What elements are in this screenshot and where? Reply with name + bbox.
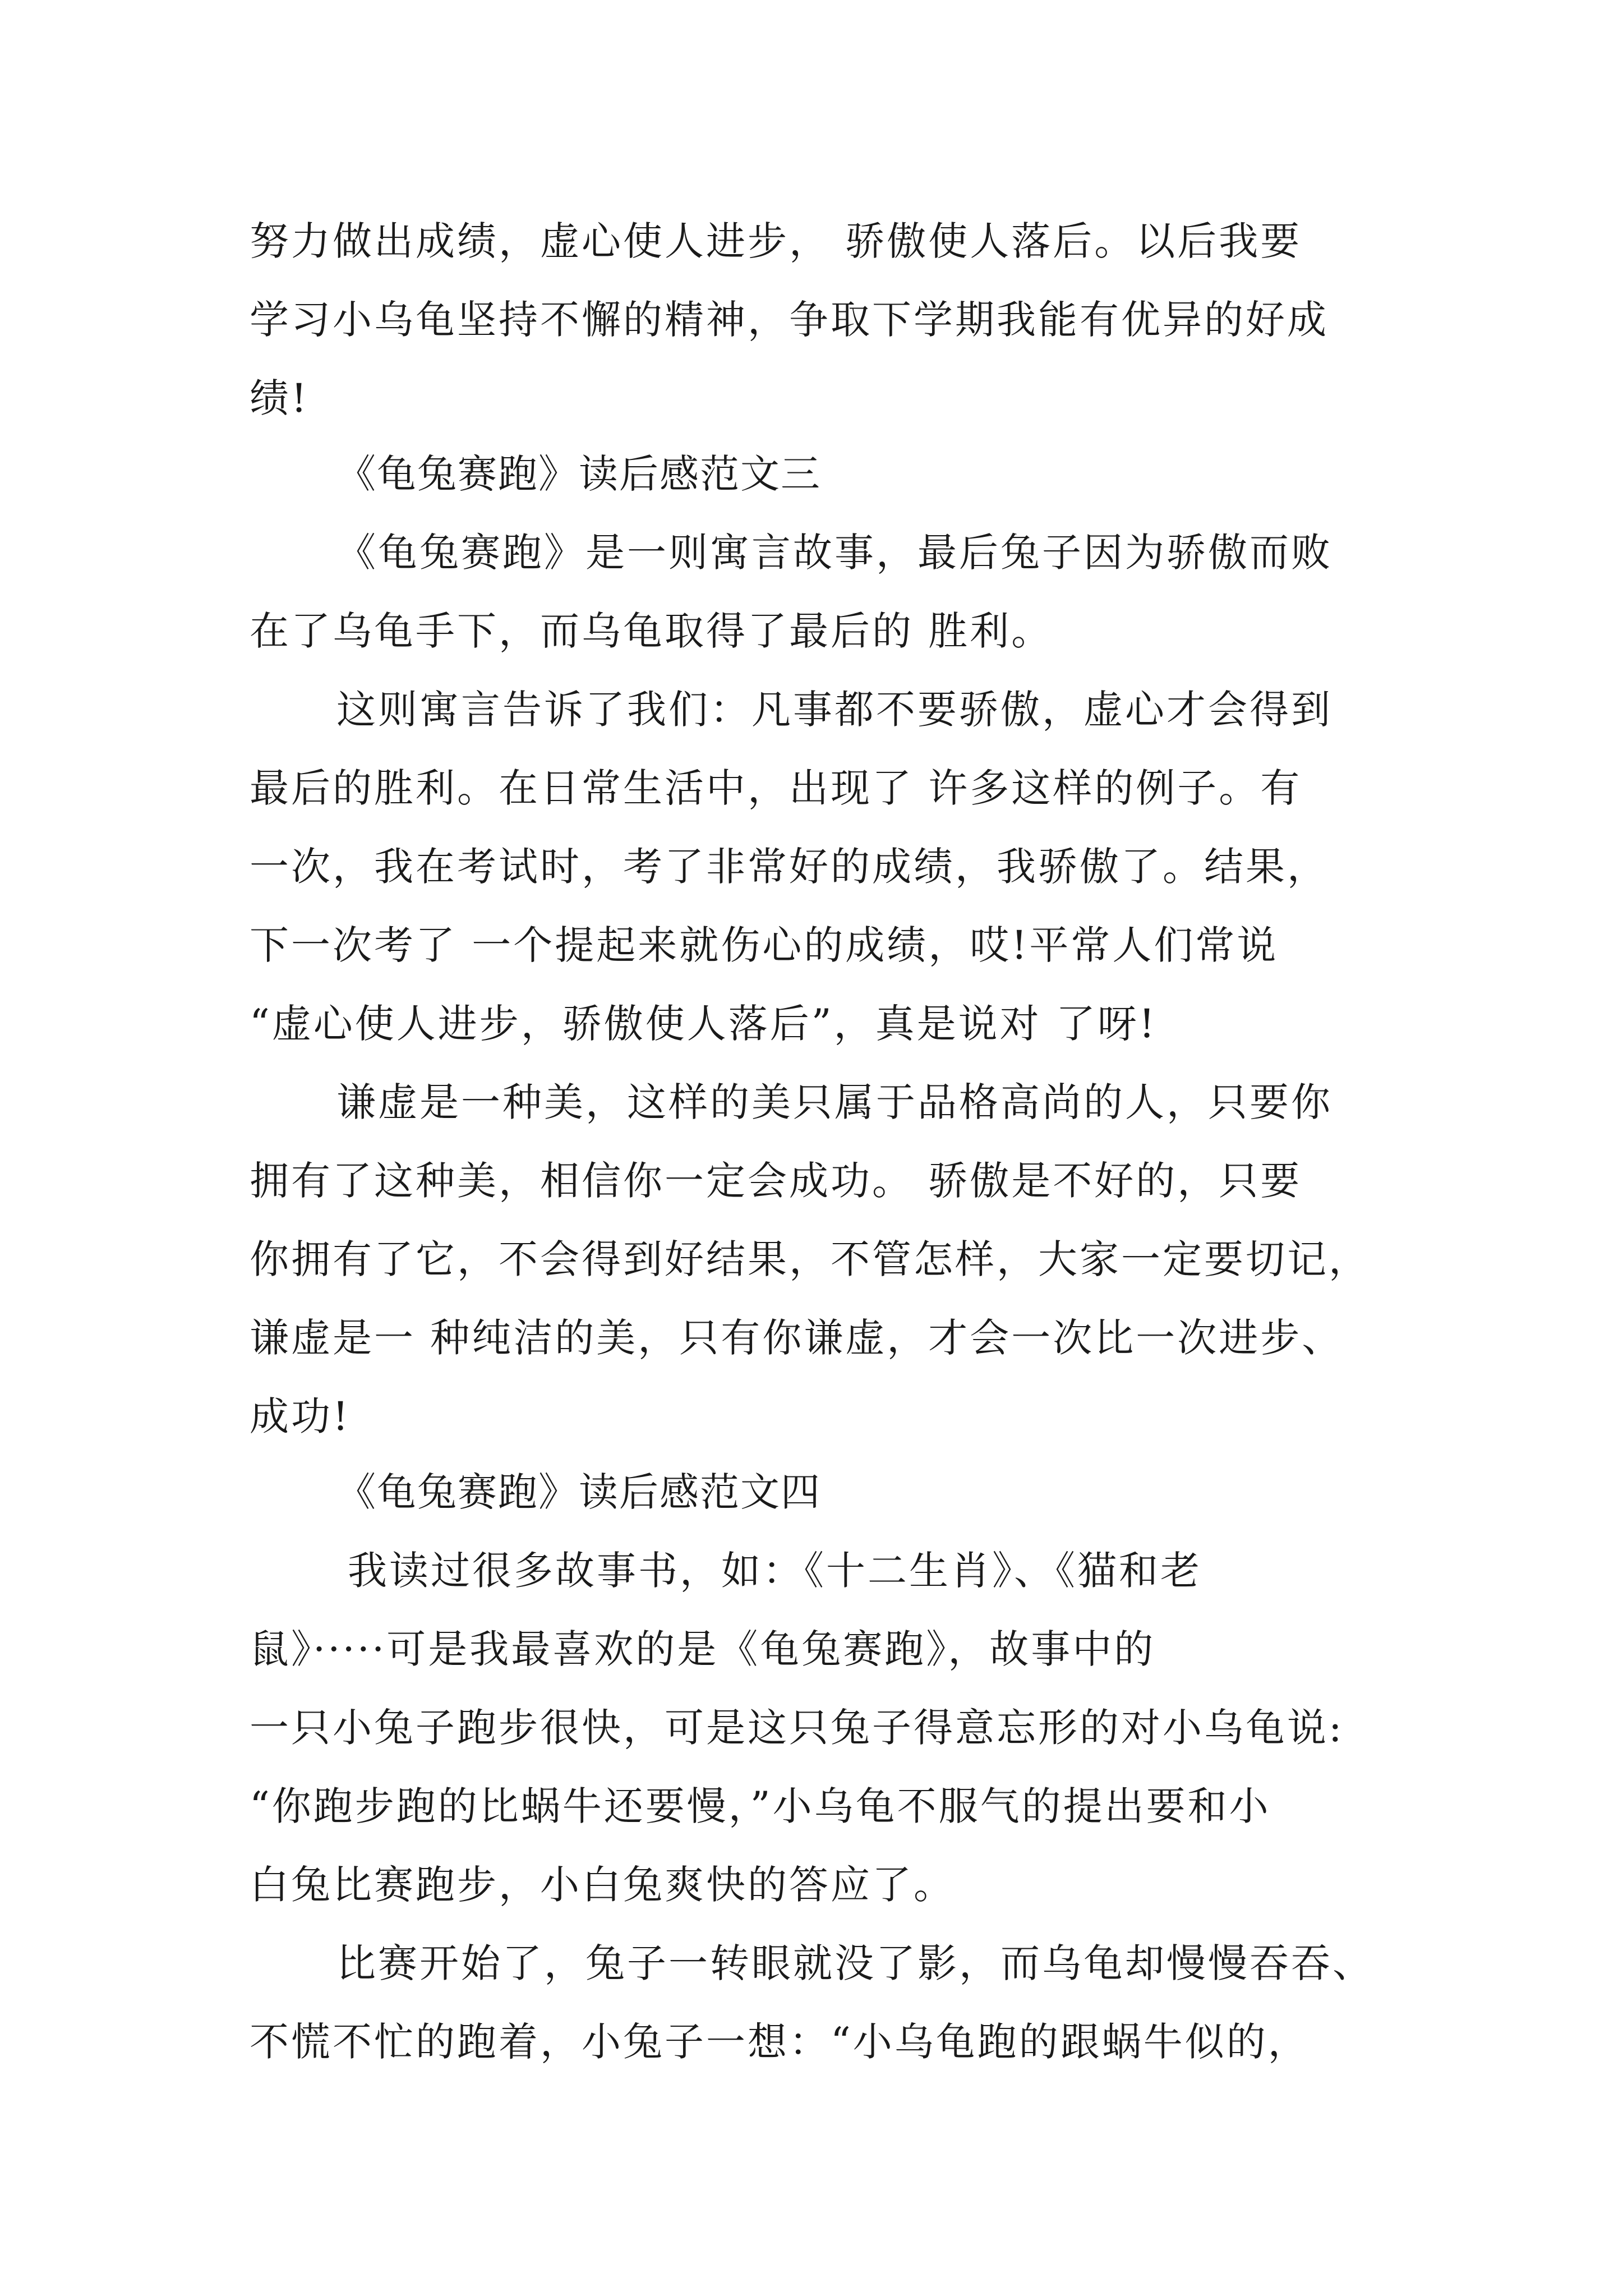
text-line: 这则寓言告诉了我们：凡事都不要骄傲，虚心才会得到: [336, 687, 1332, 733]
text-line: 学习小乌龟坚持不懈的精神，争取下学期我能有优异的好成: [250, 297, 1329, 343]
text-line: 《龟兔赛跑》是一则寓言故事，最后兔子因为骄傲而败: [336, 530, 1332, 576]
text-line: 谦虚是一 种纯洁的美，只有你谦虚，才会一次比一次进步、: [250, 1315, 1344, 1361]
text-line: 拥有了这种美，相信你一定会成功。 骄傲是不好的，只要: [250, 1158, 1302, 1204]
text-line: 努力做出成绩，虚心使人进步， 骄傲使人落后。以后我要: [250, 218, 1302, 264]
text-line: 白兔比赛跑步，小白兔爽快的答应了。: [250, 1862, 955, 1908]
text-line: 一次，我在考试时，考了非常好的成绩，我骄傲了。结果，: [250, 844, 1329, 890]
text-line: 一只小兔子跑步很快，可是这只兔子得意忘形的对小乌龟说:: [250, 1705, 1344, 1751]
text-line: 谦虚是一种美，这样的美只属于品格高尚的人，只要你: [336, 1079, 1332, 1125]
text-line: 鼠》·····可是我最喜欢的是《龟兔赛跑》，故事中的: [250, 1626, 1156, 1672]
text-line: 我读过很多故事书，如：《十二生肖》、《猫和老: [348, 1548, 1202, 1594]
section-heading: 《龟兔赛跑》读后感范文三: [336, 451, 821, 497]
text-line: 你拥有了它，不会得到好结果，不管怎样，大家一定要切记，: [250, 1236, 1370, 1282]
text-line: 下一次考了 一个提起来就伤心的成绩，哎!平常人们常说: [250, 922, 1279, 968]
text-line: 比赛开始了，兔子一转眼就没了影，而乌龟却慢慢吞吞、: [336, 1940, 1374, 1986]
text-line: “你跑步跑的比蜗牛还要慢，”小乌龟不服气的提出要和小: [250, 1783, 1271, 1829]
text-line: 在了乌龟手下，而乌龟取得了最后的 胜利。: [250, 608, 1053, 654]
text-line: 最后的胜利。在日常生活中，出现了 许多这样的例子。有: [250, 765, 1302, 811]
text-line: “虚心使人进步，骄傲使人落后”，真是说对 了呀!: [250, 1001, 1157, 1047]
text-line: 绩!: [250, 375, 310, 421]
text-line: 不慌不忙的跑着，小兔子一想：“小乌龟跑的跟蜗牛似的，: [250, 2019, 1310, 2065]
section-heading: 《龟兔赛跑》读后感范文四: [336, 1469, 821, 1515]
text-line: 成功!: [250, 1393, 351, 1439]
